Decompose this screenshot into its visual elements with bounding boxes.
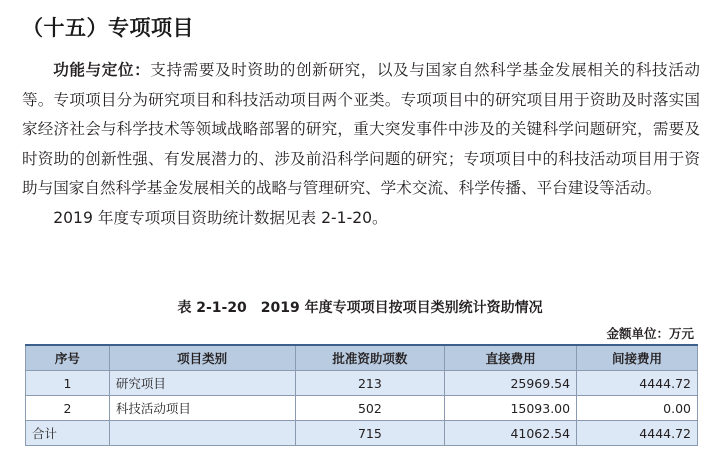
cell-direct: 25969.54: [445, 371, 577, 396]
paragraph-function: [22, 56, 700, 204]
paragraph-body: 支持需要及时资助的创新研究，以及与国家自然科学基金发展相关的科技活动等。专项项目分为研究项目和科技活动项目两个亚类。专项项目中的研究项目用于资助及时落实国家经济社会与科学技术等领域战略部署的研究，重大突发事件中涉及的关键科学问题研究，需要及时资助的创新性强、有发展潜力的、涉及前沿科学问题的研究；专项项目中的科技活动项目用于资助与国家自然科学基金发展相关的战略与管理研究、学术交流、科学传播、平台建设等活动。: [22, 61, 700, 197]
header-indirect: 间接费用: [577, 345, 698, 371]
cell-indirect: 0.00: [577, 396, 698, 421]
funding-table: [25, 344, 698, 446]
cell-total-empty: [109, 421, 295, 446]
table-row: [26, 371, 698, 396]
cell-count: 502: [295, 396, 445, 421]
cell-total-count: 715: [295, 421, 445, 446]
cell-total-direct: 41062.54: [445, 421, 577, 446]
table-header-row: [26, 345, 698, 371]
cell-total-label: 合计: [26, 421, 110, 446]
cell-no: 1: [26, 371, 110, 396]
cell-no: 2: [26, 396, 110, 421]
header-count: 批准资助项数: [295, 345, 445, 371]
header-no: 序号: [26, 345, 110, 371]
cell-count: 213: [295, 371, 445, 396]
header-direct: 直接费用: [445, 345, 577, 371]
cell-category: 研究项目: [109, 371, 295, 396]
unit-note: 金额单位：万元: [606, 326, 694, 341]
cell-indirect: 4444.72: [577, 371, 698, 396]
header-category: 项目类别: [109, 345, 295, 371]
cell-total-indirect: 4444.72: [577, 421, 698, 446]
table-caption: 表 2-1-20 2019 年度专项项目按项目类别统计资助情况: [177, 300, 543, 316]
table-total-row: [26, 421, 698, 446]
paragraph-lead: 功能与定位：: [53, 61, 151, 79]
table-row: [26, 396, 698, 421]
section-title: （十五）专项项目: [22, 16, 194, 40]
body-text: [22, 56, 700, 233]
cell-direct: 15093.00: [445, 396, 577, 421]
cell-category: 科技活动项目: [109, 396, 295, 421]
paragraph-stats-ref: 2019 年度专项项目资助统计数据见表 2-1-20。: [53, 208, 388, 227]
